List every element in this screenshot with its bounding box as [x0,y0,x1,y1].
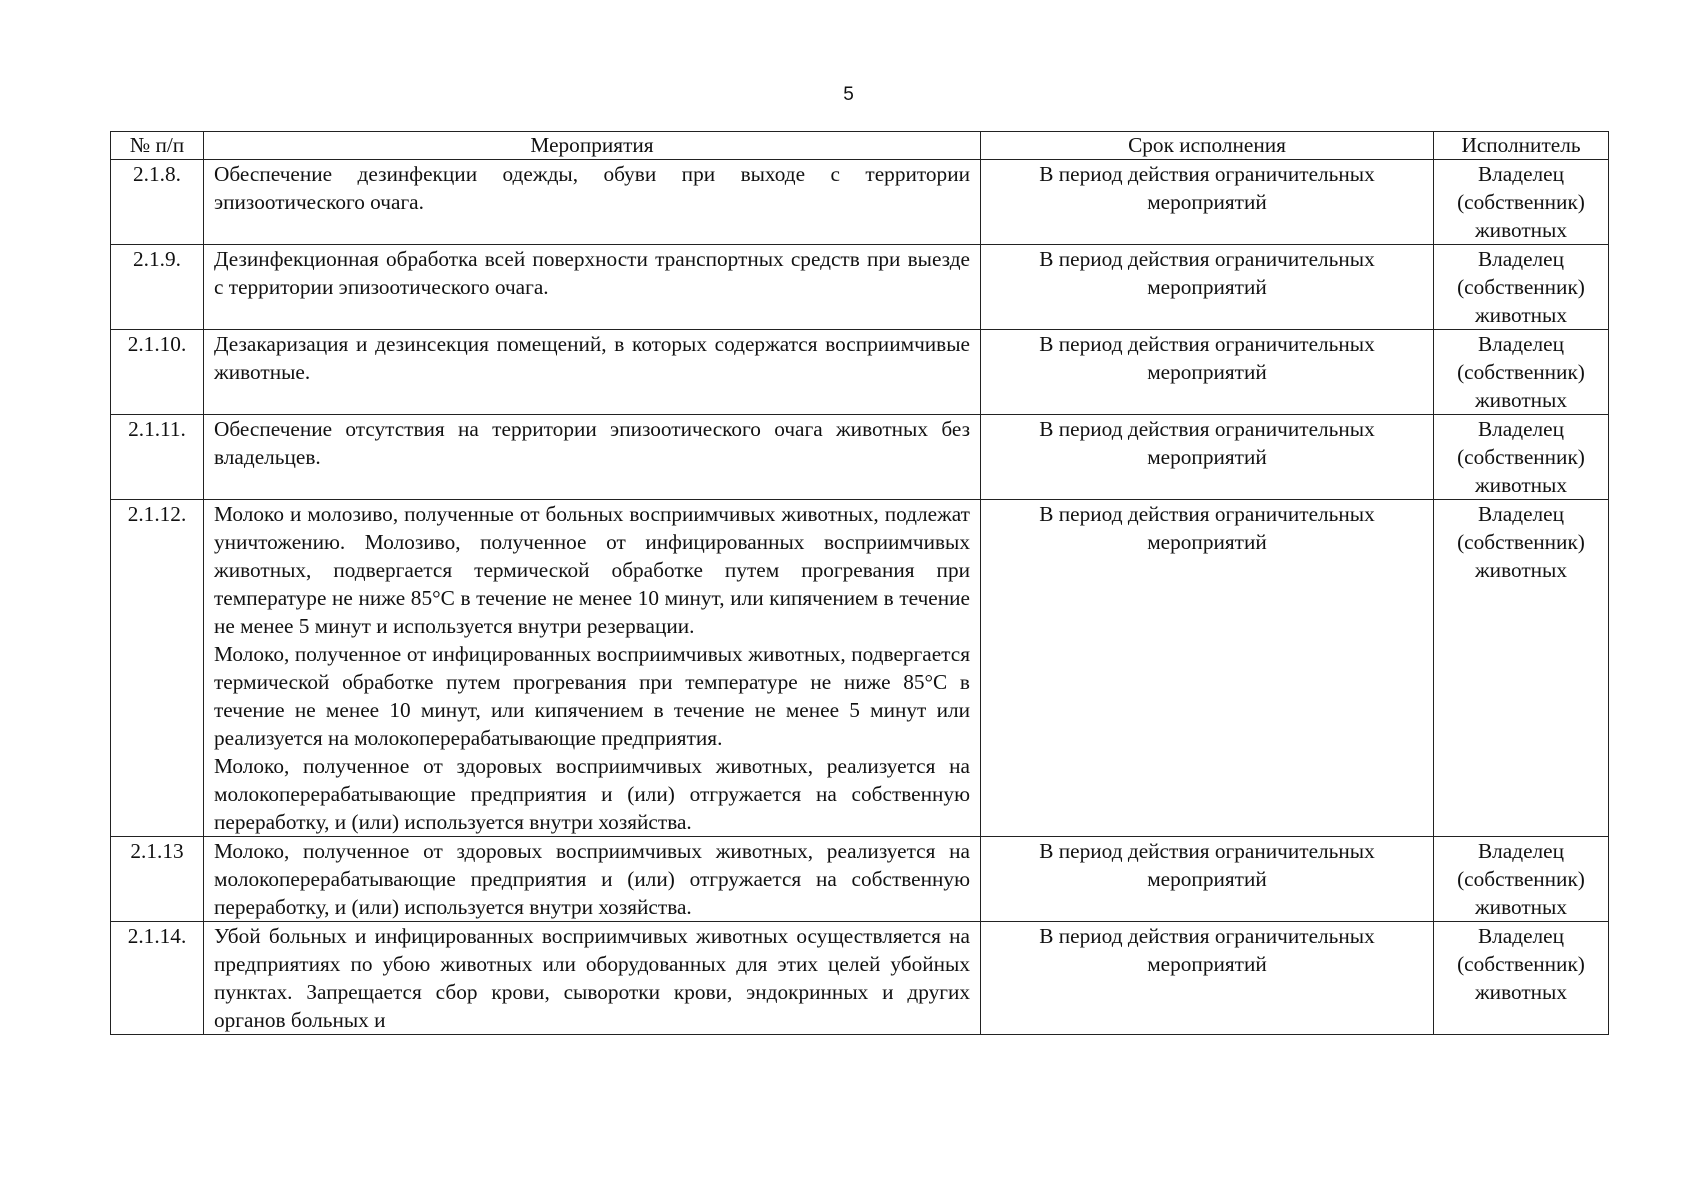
row-executor: Владелец (собственник) животных [1434,245,1609,330]
row-number: 2.1.12. [111,500,204,837]
row-number: 2.1.8. [111,160,204,245]
activity-paragraph: Дезакаризация и дезинсекция помещений, в которых содержатся восприимчивые животные. [214,332,970,384]
row-activity [204,500,981,837]
row-activity [204,415,981,500]
header-activity: Мероприятия [204,132,981,160]
header-executor: Исполнитель [1434,132,1609,160]
activity-paragraph: Дезинфекционная обработка всей поверхности транспортных средств при выезде с территории эпизоотического очага. [214,247,970,299]
activity-paragraph: Молоко и молозиво, полученные от больных восприимчивых животных, подлежат уничтожению. Молозиво, полученное от инфицированных восприимчивых животных, подвергается термической обработке путем прогревания при температуре не ниже 85°С в течение не менее 10 минут, или кипячением в течение не менее 5 минут и используется внутри резервации. [214,502,970,638]
row-executor: Владелец (собственник) животных [1434,837,1609,922]
table-row [111,415,1609,500]
row-executor: Владелец (собственник) животных [1434,160,1609,245]
row-term: В период действия ограничительных мероприятий [981,245,1434,330]
header-number: № п/п [111,132,204,160]
row-number: 2.1.13 [111,837,204,922]
row-executor: Владелец (собственник) животных [1434,330,1609,415]
row-number: 2.1.14. [111,922,204,1035]
table-header-row [111,132,1609,160]
row-activity [204,160,981,245]
activity-paragraph: Обеспечение отсутствия на территории эпизоотического очага животных без владельцев. [214,417,970,469]
table-row [111,500,1609,837]
activity-paragraph: Молоко, полученное от здоровых восприимчивых животных, реализуется на молокоперерабатывающие предприятия и (или) отгружается на собственную переработку, и (или) используется внутри хозяйства. [214,754,970,834]
row-term: В период действия ограничительных мероприятий [981,500,1434,837]
row-activity [204,245,981,330]
row-number: 2.1.9. [111,245,204,330]
activity-paragraph: Обеспечение дезинфекции одежды, обуви при выходе с территории эпизоотического очага. [214,162,970,214]
row-number: 2.1.10. [111,330,204,415]
table-row [111,245,1609,330]
row-term: В период действия ограничительных мероприятий [981,330,1434,415]
table-row [111,160,1609,245]
table-row [111,330,1609,415]
page-number: 5 [843,84,854,105]
row-term: В период действия ограничительных мероприятий [981,415,1434,500]
row-executor: Владелец (собственник) животных [1434,500,1609,837]
row-term: В период действия ограничительных мероприятий [981,837,1434,922]
header-term: Срок исполнения [981,132,1434,160]
row-executor: Владелец (собственник) животных [1434,415,1609,500]
table-row [111,837,1609,922]
measures-table [110,131,1609,1035]
row-activity [204,837,981,922]
activity-paragraph: Молоко, полученное от здоровых восприимчивых животных, реализуется на молокоперерабатывающие предприятия и (или) отгружается на собственную переработку, и (или) используется внутри хозяйства. [214,839,970,919]
row-executor: Владелец (собственник) животных [1434,922,1609,1035]
row-term: В период действия ограничительных мероприятий [981,922,1434,1035]
row-activity [204,922,981,1035]
row-term: В период действия ограничительных мероприятий [981,160,1434,245]
row-number: 2.1.11. [111,415,204,500]
table-row [111,922,1609,1035]
activity-paragraph: Молоко, полученное от инфицированных восприимчивых животных, подвергается термической обработке путем прогревания при температуре не ниже 85°С в течение не менее 10 минут, или кипячением в течение не менее 5 минут или реализуется на молокоперерабатывающие предприятия. [214,642,970,750]
activity-paragraph: Убой больных и инфицированных восприимчивых животных осуществляется на предприятиях по убою животных или оборудованных для этих целей убойных пунктах. Запрещается сбор крови, сыворотки крови, эндокринных и других органов больных и [214,924,970,1032]
row-activity [204,330,981,415]
